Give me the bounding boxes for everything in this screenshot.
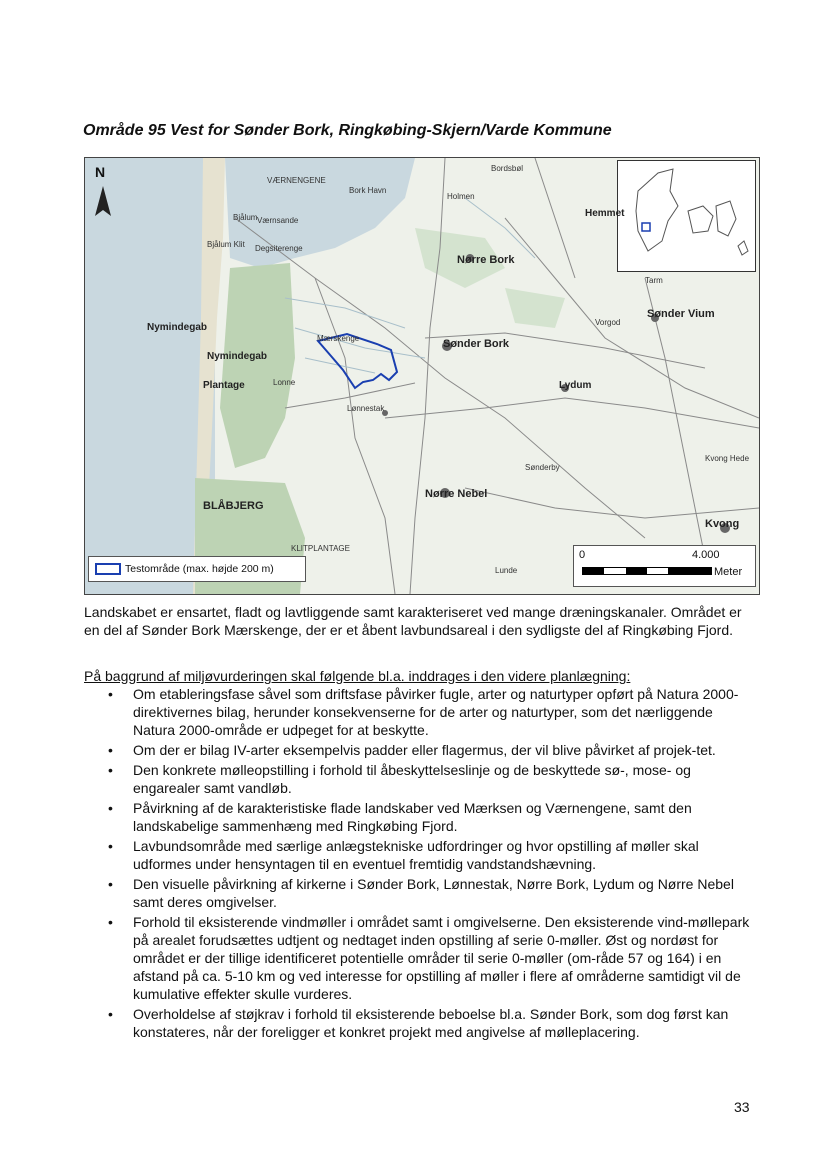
map-label: Hemmet: [585, 208, 625, 219]
map-label: Degsiterenge: [255, 244, 303, 253]
map-label: Nørre Bork: [457, 254, 515, 266]
scale-bar-graphic: [582, 567, 712, 575]
legend-label: Testområde (max. højde 200 m): [125, 563, 274, 575]
map-label: Nørre Nebel: [425, 488, 488, 500]
map-label: Tarm: [645, 276, 663, 285]
map-label: Lonne: [273, 378, 296, 387]
map-label: Vorgod: [595, 318, 621, 327]
map-label: KLITPLANTAGE: [291, 544, 350, 553]
denmark-overview-inset: [617, 160, 756, 272]
map-label: Bork Havn: [349, 186, 387, 195]
map-label: Lunde: [495, 566, 518, 575]
scale-bar: [573, 545, 756, 587]
bullet-item: • Forhold til eksisterende vindmøller i området samt i omgivelserne. Den eksisterende vind-møllepark på arealet forudsættes udtjent og nedtaget inden opstilling af serie 0-møller. Øst og nordøst for området er der tillige identificeret potentielle områder til serie 0-møller (om-råde 57 og 164) i en afstand på ca. 5-10 km og ved interesse for opstilling af møller i flere af områderne samtidigt vil de kumulative effekter skulle vurderes.: [84, 913, 756, 1003]
map-legend: [88, 556, 306, 582]
area-map: [84, 157, 760, 595]
map-label: VÆRNENGENE: [267, 176, 326, 185]
north-arrow-icon: [91, 164, 115, 224]
scale-end: 4.000: [692, 549, 720, 561]
bullet-item: • Overholdelse af støjkrav i forhold til eksisterende beboelse bl.a. Sønder Bork, som dog først kan konstateres, når der foreligger et konkret projekt med angivelse af mølleplacering.: [84, 1005, 756, 1041]
map-label: Nymindegab: [147, 322, 208, 333]
map-label: BLÅBJERG: [203, 500, 264, 512]
map-label: Sønder Bork: [443, 338, 510, 350]
map-label: Lydum: [559, 380, 592, 391]
planning-subheading: På baggrund af miljøvurderingen skal følgende bl.a. inddrages i den videre planlægning:: [84, 668, 631, 684]
bullet-item: • Lavbundsområde med særlige anlægstekniske udfordringer og hvor opstilling af møller skal udformes under hensyntagen til en eventuel fremtidig vandstandshævning.: [84, 837, 756, 873]
map-label: Plantage: [203, 380, 245, 391]
bullet-item: • Påvirkning af de karakteristiske flade landskaber ved Mærksen og Værnengene, samt den landskabelige sammenhæng med Ringkøbing Fjord.: [84, 799, 756, 835]
north-arrow: [91, 164, 115, 224]
map-label: Sønder Vium: [647, 308, 715, 320]
bullet-item: • Den visuelle påvirkning af kirkerne i Sønder Bork, Lønnestak, Nørre Bork, Lydum og Nørre Nebel samt deres omgivelser.: [84, 875, 756, 911]
wetland-2: [505, 288, 565, 328]
map-label: Kvong Hede: [705, 454, 750, 463]
north-label: N: [95, 164, 106, 180]
plantage-forest: [220, 263, 295, 468]
map-label: Bordsbøl: [491, 164, 524, 173]
bullet-item: • Den konkrete mølleopstilling i forhold til åbeskyttelseslinje og de beskyttede sø-, mose- og engarealer samt vandløb.: [84, 761, 756, 797]
map-label: Mærskenge: [317, 334, 360, 343]
denmark-outline-icon: [618, 161, 755, 271]
map-label: Bjålum Klit: [207, 240, 245, 249]
map-label: Kvong: [705, 518, 740, 530]
map-label: Bjålum: [233, 213, 258, 222]
map-label: Værnsande: [257, 216, 299, 225]
scale-start: 0: [579, 549, 586, 561]
bullet-item: • Om etableringsfase såvel som driftsfase påvirker fugle, arter og naturtyper opført på Natura 2000-direktivernes bilag, herunder konsekvenserne for de arter og naturtyper, som det nærliggende Natura 2000-område er udpeget for at beskytte.: [84, 685, 756, 739]
test-area-swatch: [95, 563, 121, 575]
map-label: Lønnestak: [347, 404, 385, 413]
bullet-item: • Om der er bilag IV-arter eksempelvis padder eller flagermus, der vil blive påvirket af projek-tet.: [84, 741, 756, 759]
page-number: 33: [734, 1099, 750, 1115]
map-label: Nymindegab: [207, 351, 268, 362]
map-label: Holmen: [447, 192, 475, 201]
map-label: Sønderby: [525, 463, 560, 472]
intro-paragraph: Landskabet er ensartet, fladt og lavtliggende samt karakteriseret ved mange dræningskanaler. Området er en del af Sønder Bork Mærskenge, der er et åbent lavbundsareal i den sydligste del af Ringkøbing Fjord.: [84, 604, 742, 638]
page-title: Område 95 Vest for Sønder Bork, Ringkøbing-Skjern/Varde Kommune: [83, 122, 612, 139]
planning-bullet-list: [84, 685, 756, 1043]
scale-unit: Meter: [714, 566, 743, 578]
